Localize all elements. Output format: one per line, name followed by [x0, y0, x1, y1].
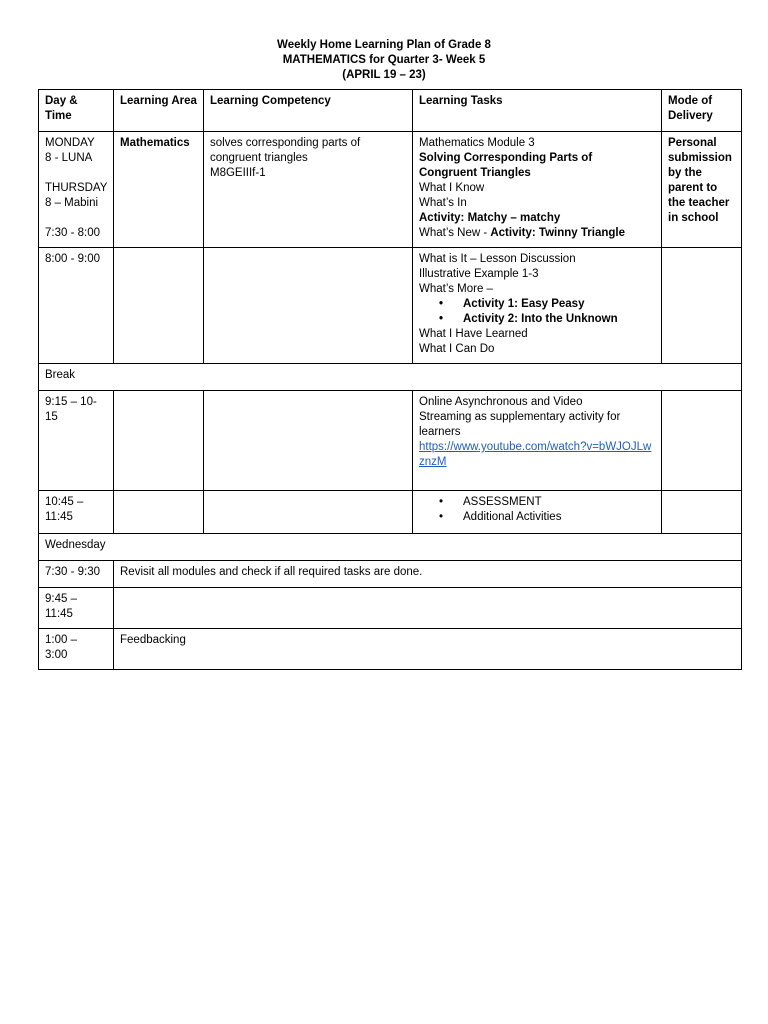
assessment-list [419, 495, 655, 525]
table-row-monday [39, 132, 742, 248]
mode-of-delivery-cell [662, 132, 742, 248]
task-line: What I Have Learned [419, 328, 528, 340]
day-line: 8 – Mabini [45, 197, 99, 209]
task-line: Online Asynchronous and Video [419, 396, 583, 408]
competency-line: congruent triangles [210, 152, 308, 164]
learning-plan-table [38, 89, 742, 670]
empty-cell [662, 248, 742, 364]
competency-line: solves corresponding parts of [210, 137, 361, 149]
mode-line: parent to [668, 182, 718, 194]
task-line: Streaming as supplementary activity for [419, 411, 621, 423]
time-cell [39, 588, 114, 629]
time-line: 11:45 [45, 511, 73, 523]
time-line: 3:00 [45, 649, 68, 661]
header-learning-competency: Learning Competency [204, 90, 413, 132]
feedbacking-cell: Feedbacking [114, 629, 742, 670]
mode-line: the teacher [668, 197, 730, 209]
day-line: MONDAY [45, 137, 95, 149]
day-line: THURSDAY [45, 182, 108, 194]
table-row-wednesday [39, 534, 742, 561]
time-line: 7:30 - 8:00 [45, 227, 100, 239]
topic-line: Congruent Triangles [419, 167, 531, 179]
table-row-1045 [39, 491, 742, 534]
learning-area-cell: Mathematics [114, 132, 204, 248]
task-line: Illustrative Example 1-3 [419, 268, 539, 280]
empty-cell [662, 491, 742, 534]
empty-cell [114, 248, 204, 364]
empty-cell [662, 391, 742, 491]
task-line: learners [419, 426, 461, 438]
time-cell [39, 491, 114, 534]
mode-line: submission [668, 152, 732, 164]
header-day-time: Day & Time [39, 90, 114, 132]
table-row-100 [39, 629, 742, 670]
competency-code: M8GEIIIf-1 [210, 167, 266, 179]
activity-list [419, 297, 655, 327]
list-item: • ASSESSMENT [463, 495, 655, 510]
tasks-cell [413, 491, 662, 534]
time-line: 9:15 – 10- [45, 396, 97, 408]
module-name: Mathematics Module 3 [419, 137, 535, 149]
list-item: • Activity 2: Into the Unknown [463, 312, 655, 327]
youtube-link[interactable]: https://www.youtube.com/watch?v=bWJOJLwznzM [419, 441, 652, 468]
revisit-cell: Revisit all modules and check if all required tasks are done. [114, 561, 742, 588]
empty-cell [114, 588, 742, 629]
empty-cell [204, 391, 413, 491]
tasks-cell [413, 132, 662, 248]
header-learning-area: Learning Area [114, 90, 204, 132]
title-line-3: (APRIL 19 – 23) [342, 69, 426, 81]
empty-cell [114, 391, 204, 491]
task-line: What I Can Do [419, 343, 495, 355]
time-line: 10:45 – [45, 496, 84, 508]
task-what-i-know: What I Know [419, 182, 485, 194]
break-cell: Break [39, 364, 742, 391]
empty-cell [204, 248, 413, 364]
time-line: 15 [45, 411, 58, 423]
table-row-break [39, 364, 742, 391]
day-line: 8 - LUNA [45, 152, 93, 164]
title-line-2: MATHEMATICS for Quarter 3- Week 5 [282, 54, 486, 66]
header-learning-tasks: Learning Tasks [413, 90, 662, 132]
empty-cell [204, 491, 413, 534]
time-cell [39, 391, 114, 491]
table-row-915 [39, 391, 742, 491]
whats-new-prefix: What’s New - [419, 227, 491, 239]
list-item: • Activity 1: Easy Peasy [463, 297, 655, 312]
table-row-730 [39, 561, 742, 588]
task-whats-in: What’s In [419, 197, 467, 209]
time-line: 9:45 – [45, 593, 77, 605]
mode-line: by the [668, 167, 702, 179]
empty-cell [114, 491, 204, 534]
wednesday-cell: Wednesday [39, 534, 742, 561]
time-line: 11:45 [45, 608, 73, 620]
mode-line: in school [668, 212, 719, 224]
title-line-1: Weekly Home Learning Plan of Grade 8 [277, 39, 491, 51]
time-cell: 8:00 - 9:00 [39, 248, 114, 364]
whats-new-activity: Activity: Twinny Triangle [490, 227, 625, 239]
time-cell [39, 629, 114, 670]
time-line: 1:00 – [45, 634, 77, 646]
table-row-945 [39, 588, 742, 629]
task-line: What’s More – [419, 283, 493, 295]
document-title [0, 38, 768, 83]
tasks-cell [413, 391, 662, 491]
header-mode-of-delivery: Mode of Delivery [662, 90, 742, 132]
header-row [39, 90, 742, 132]
time-cell: 7:30 - 9:30 [39, 561, 114, 588]
competency-cell [204, 132, 413, 248]
topic-line: Solving Corresponding Parts of [419, 152, 593, 164]
task-line: What is It – Lesson Discussion [419, 253, 576, 265]
task-activity: Activity: Matchy – matchy [419, 212, 561, 224]
mode-line: Personal [668, 137, 717, 149]
table-row-8am [39, 248, 742, 364]
tasks-cell [413, 248, 662, 364]
task-whats-new [419, 226, 655, 241]
list-item: • Additional Activities [463, 510, 655, 525]
day-time-cell [39, 132, 114, 248]
